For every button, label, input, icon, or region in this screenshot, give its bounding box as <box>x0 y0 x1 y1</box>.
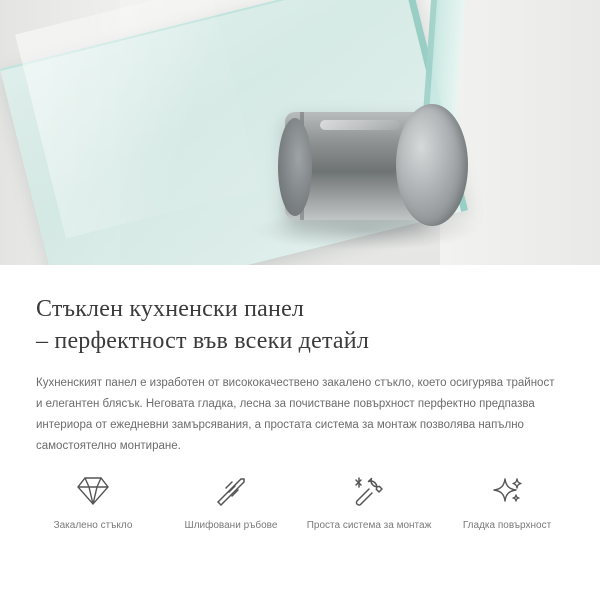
product-photo <box>0 0 600 265</box>
text-content <box>0 265 600 600</box>
description-paragraph: Кухненският панел е изработен от висококачествено закалено стъкло, което осигурява трайност и елегантен блясък. Неговата гладка, лесна за почистване повърхност перфектно предпазва интериора от ежедневни замърсявания, а простата система за монтаж позволява напълно самостоятелно монтиране. <box>36 377 555 452</box>
feature-label: Проста система за монтаж <box>306 520 432 531</box>
feature-label: Закалено стъкло <box>53 520 133 531</box>
bracket-front-face <box>278 118 312 216</box>
polished-edges-icon <box>162 470 300 512</box>
feature-label: Гладка повърхност <box>462 520 552 531</box>
tools-icon <box>300 470 438 512</box>
feature-list <box>0 470 600 531</box>
feature-item-polished-edges <box>162 470 300 531</box>
bracket-highlight <box>320 120 400 130</box>
diamond-icon <box>24 470 162 512</box>
feature-item-easy-mounting <box>300 470 438 531</box>
page-title-line-2: – перфектност във всеки детайл <box>36 328 369 354</box>
page-title <box>36 293 564 357</box>
feature-item-tempered-glass <box>24 470 162 531</box>
sparkle-icon <box>438 470 576 512</box>
page-title-line-1: Стъклен кухненски панел <box>36 296 305 322</box>
bracket-cap <box>396 104 468 226</box>
feature-item-smooth-surface <box>438 470 576 531</box>
feature-label: Шлифовани ръбове <box>184 520 278 531</box>
